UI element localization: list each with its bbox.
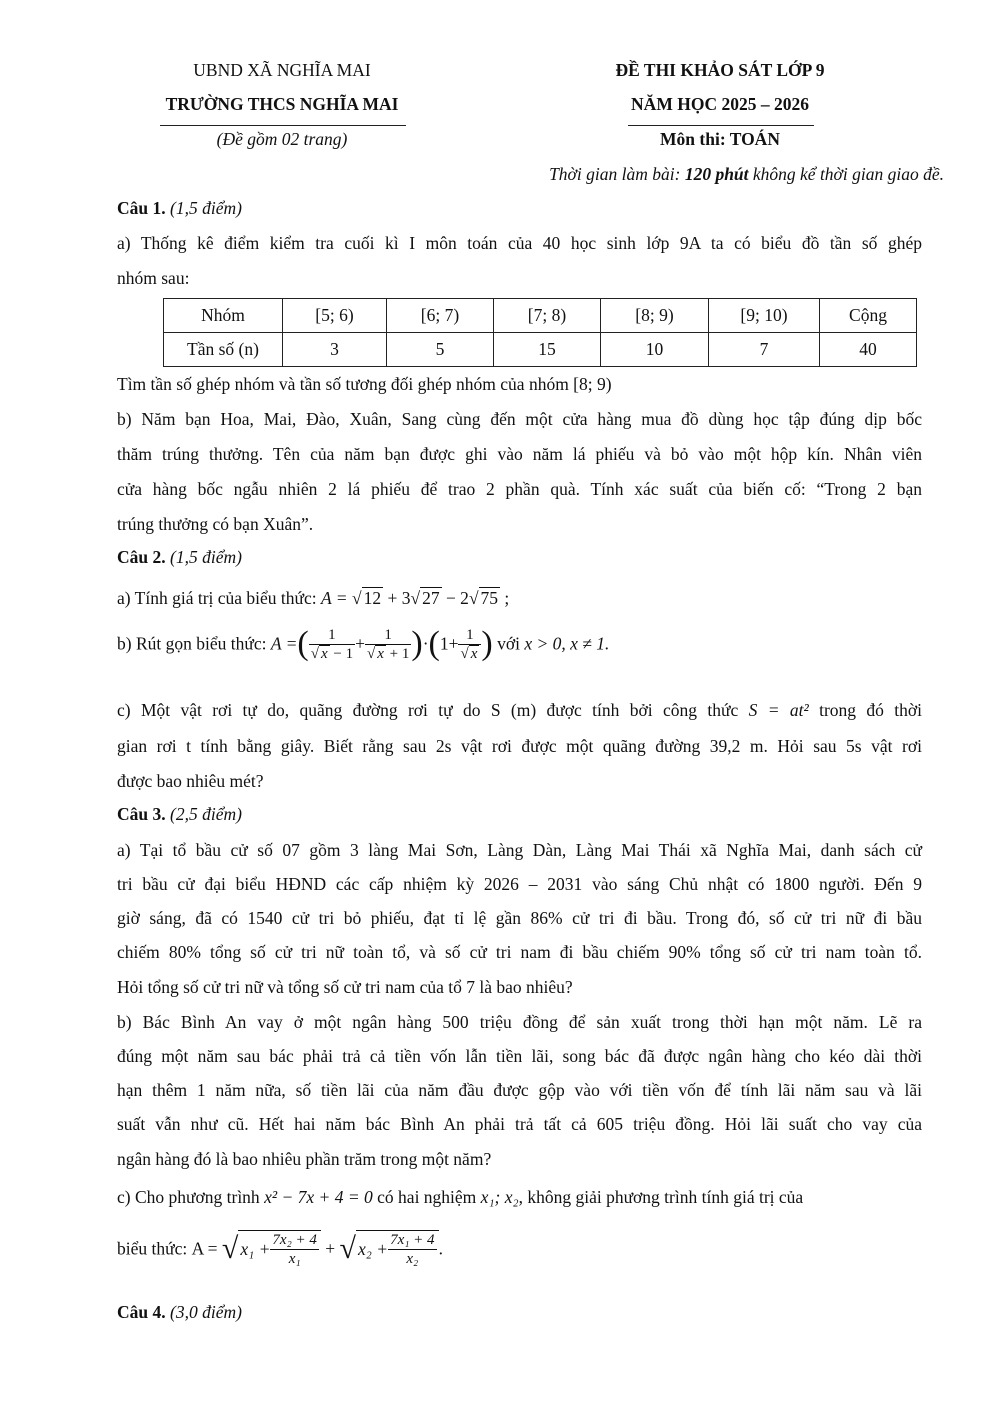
q2-b-plus: + — [355, 633, 365, 654]
q3-c-roots: x₁; x₂ — [480, 1187, 519, 1207]
paren-close: ) — [481, 625, 493, 662]
header-left-line3: (Đề gồm 02 trang) — [216, 129, 348, 149]
q2-b-fraction3: $\frac{1}{√ x}$ — [458, 626, 481, 663]
q1-heading — [117, 198, 242, 219]
q2-c-line2: gian rơi t tính bằng giây. Biết rằng sau 2s vật rơi được một quãng đường 39,2 m. Hỏi sau 5s vật rơi — [117, 736, 922, 756]
paren-open: ( — [297, 625, 309, 662]
q2-b — [117, 625, 609, 675]
header-right-rule — [628, 125, 814, 126]
time-value: 120 phút — [684, 164, 749, 184]
q3-b-line5: ngân hàng đó là bao nhiêu phần trăm trong một năm? — [117, 1149, 492, 1169]
q2-a-radicand1: 12 — [363, 588, 382, 608]
q1-title: Câu 1. — [117, 198, 166, 218]
q3-c-fraction1: $\frac{\text{7x₂ + 4}}{\text{x₁}}$ — [272, 1232, 317, 1267]
q3-b-line2: đúng một năm sau bác phải trả cả tiền vốn lẫn tiền lãi, song bác đã được ngân hàng cho kéo dài thời — [117, 1046, 922, 1066]
q1-b-line1: b) Năm bạn Hoa, Mai, Đào, Xuân, Sang cùng đến một cửa hàng mua đồ dùng học tập đúng dịp bốc — [117, 409, 922, 429]
q2-c-pre: c) Một vật rơi tự do, quãng đường rơi tự do S (m) được tính bởi công thức — [117, 700, 749, 720]
q3-c-radicand1: x₁ + $\frac{\text{7x₂ + 4}}{\text{x₁}}$ — [238, 1230, 321, 1268]
table-cell: [6; 7) — [387, 299, 494, 333]
q3-c-A: A = — [191, 1238, 218, 1259]
q3-c-end: . — [438, 1238, 443, 1259]
q2-c-post: trong đó thời — [808, 700, 922, 720]
q3-a-line2: tri bầu cử đại biểu HĐND các cấp nhiệm kỳ 2026 – 2031 vào sáng Chủ nhật có 1800 người. Đến 9 — [117, 874, 922, 894]
header-left-line1: UBND XÃ NGHĨA MAI — [193, 60, 371, 80]
time-note — [549, 164, 944, 185]
header-right-line3: Môn thi: TOÁN — [660, 129, 780, 149]
q2-title: Câu 2. — [117, 547, 166, 567]
header-right-line1: ĐỀ THI KHẢO SÁT LỚP 9 — [615, 60, 825, 80]
q2-c-line3: được bao nhiêu mét? — [117, 771, 264, 791]
table-cell: Cộng — [820, 299, 917, 333]
q2-a-radicand2: 27 — [422, 588, 440, 608]
table-row — [164, 333, 917, 367]
q2-a-expr-prefix: A = — [321, 588, 352, 608]
paren-close: ) — [411, 625, 423, 662]
q3-c-plus: + — [325, 1238, 336, 1259]
header-left-rule — [160, 125, 406, 126]
q2-c-formula: S = at² — [748, 700, 809, 720]
q1-a-line1: a) Thống kê điểm kiểm tra cuối kì I môn toán của 40 học sinh lớp 9A ta có biểu đồ tần số ghép — [117, 233, 922, 253]
q2-b-text: b) Rút gọn biểu thức: — [117, 633, 271, 654]
table-cell: 10 — [601, 333, 709, 367]
q3-c-label: biểu thức: — [117, 1238, 192, 1259]
q2-c-line1 — [117, 700, 922, 721]
q3-a-line4: chiếm 80% tổng số cử tri nữ toàn tổ, và số cử tri nam đi bầu chiếm 90% tổng số cử tri nam toàn tổ. — [117, 942, 922, 962]
q3-heading — [117, 804, 242, 825]
table-cell: 15 — [494, 333, 601, 367]
q1-a-task: Tìm tần số ghép nhóm và tần số tương đối ghép nhóm của nhóm [8; 9) — [117, 374, 612, 394]
q2-a-mid1: + 3 — [383, 588, 411, 608]
table-cell: [8; 9) — [601, 299, 709, 333]
time-suffix: không kể thời gian giao đề. — [748, 164, 944, 184]
table-cell: 5 — [387, 333, 494, 367]
header-left-line2: TRƯỜNG THCS NGHĨA MAI — [165, 94, 399, 114]
q1-b-line4: trúng thưởng có bạn Xuân”. — [117, 514, 314, 534]
header-right-line2: NĂM HỌC 2025 – 2026 — [631, 94, 809, 114]
q3-c-fraction2: $\frac{\text{7x₁ + 4}}{\text{x₂}}$ — [390, 1232, 435, 1267]
q4-points: (3,0 điểm) — [165, 1302, 242, 1322]
q2-a-radicand3: 75 — [480, 588, 499, 608]
q3-c-line1 — [117, 1187, 803, 1208]
q3-a-line3: giờ sáng, đã có 1540 cử tri bỏ phiếu, đạt tỉ lệ gần 86% cử tri đi bầu. Trong đó, số cử tri nữ đi bầu — [117, 908, 922, 928]
q3-c-radicand2: x₂ + $\frac{\text{7x₁ + 4}}{\text{x₂}}$ — [356, 1230, 439, 1268]
q2-a-mid2: − 2 — [441, 588, 469, 608]
q2-b-onep: 1+ — [439, 633, 459, 654]
q3-a-line1: a) Tại tổ bầu cử số 07 gồm 3 làng Mai Sơn, Làng Dàn, Làng Mai Thái xã Nghĩa Mai, danh sách cử — [117, 840, 922, 860]
sqrt-sign: √ — [339, 1232, 357, 1265]
q3-c-equation: x² − 7x + 4 = 0 — [264, 1187, 373, 1207]
table-cell: Nhóm — [164, 299, 283, 333]
q3-title: Câu 3. — [117, 804, 166, 824]
q4-heading — [117, 1302, 242, 1323]
q2-b-fraction1: $\frac{1}{√ x - 1}$ — [310, 626, 354, 662]
q2-b-cond-prefix: với — [492, 633, 525, 654]
q1-b-line3: cửa hàng bốc ngẫu nhiên 2 lá phiếu để trao 2 phần quà. Tính xác suất của biến cố: “Trong 2 bạn — [117, 479, 922, 499]
q2-b-condition: x > 0, x ≠ 1. — [524, 633, 610, 654]
q3-a-line5: Hỏi tổng số cử tri nữ và tổng số cử tri nam của tổ 7 là bao nhiêu? — [117, 977, 573, 997]
q2-b-fraction2: $\frac{1}{√ x + 1}$ — [366, 626, 410, 662]
table-cell: 3 — [283, 333, 387, 367]
q2-points: (1,5 điểm) — [165, 547, 242, 567]
q3-points: (2,5 điểm) — [165, 804, 242, 824]
q3-c-pre: c) Cho phương trình — [117, 1187, 265, 1207]
q2-a: a) Tính giá trị của biểu thức: A = √ 12 + 3√ 27 − 2√ 75 ; — [117, 588, 510, 608]
q3-c-mid: có hai nghiệm — [372, 1187, 481, 1207]
time-prefix: Thời gian làm bài: — [549, 164, 685, 184]
q3-b-line1: b) Bác Bình An vay ở một ngân hàng 500 triệu đồng để sản xuất trong thời hạn một năm. Lẽ ra — [117, 1012, 922, 1032]
sqrt-sign: √ — [221, 1232, 239, 1265]
frequency-table — [163, 298, 917, 367]
q3-c-post: , không giải phương trình tính giá trị của — [518, 1187, 804, 1207]
paren-open: ( — [428, 625, 440, 662]
q1-b-line2: thăm trúng thưởng. Tên của năm bạn được ghi vào năm lá phiếu và bỏ vào một hộp kín. Nhân viên — [117, 444, 922, 464]
q3-b-line4: suất vẫn như cũ. Hết hai năm bác Bình An phải trả tất cả 605 triệu đồng. Hỏi lãi suất cho vay của — [117, 1114, 922, 1134]
q1-a-line2: nhóm sau: — [117, 268, 190, 288]
q1-points: (1,5 điểm) — [165, 198, 242, 218]
table-cell: [7; 8) — [494, 299, 601, 333]
table-cell: 7 — [709, 333, 820, 367]
q2-b-dot: · — [422, 633, 429, 654]
table-header-row — [164, 299, 917, 333]
q2-a-text: a) Tính giá trị của biểu thức: — [117, 588, 322, 608]
table-cell: 40 — [820, 333, 917, 367]
q2-a-end: ; — [500, 588, 510, 608]
q3-c-expression — [117, 1230, 443, 1286]
q2-b-A: A = — [270, 633, 298, 654]
q4-title: Câu 4. — [117, 1302, 166, 1322]
q3-b-line3: hạn thêm 1 năm nữa, số tiền lãi của năm đầu được gộp vào với tiền vốn để tính lãi năm sau và lãi — [117, 1080, 922, 1100]
table-cell: Tần số (n) — [164, 333, 283, 367]
q2-heading — [117, 547, 242, 568]
table-cell: [9; 10) — [709, 299, 820, 333]
table-cell: [5; 6) — [283, 299, 387, 333]
